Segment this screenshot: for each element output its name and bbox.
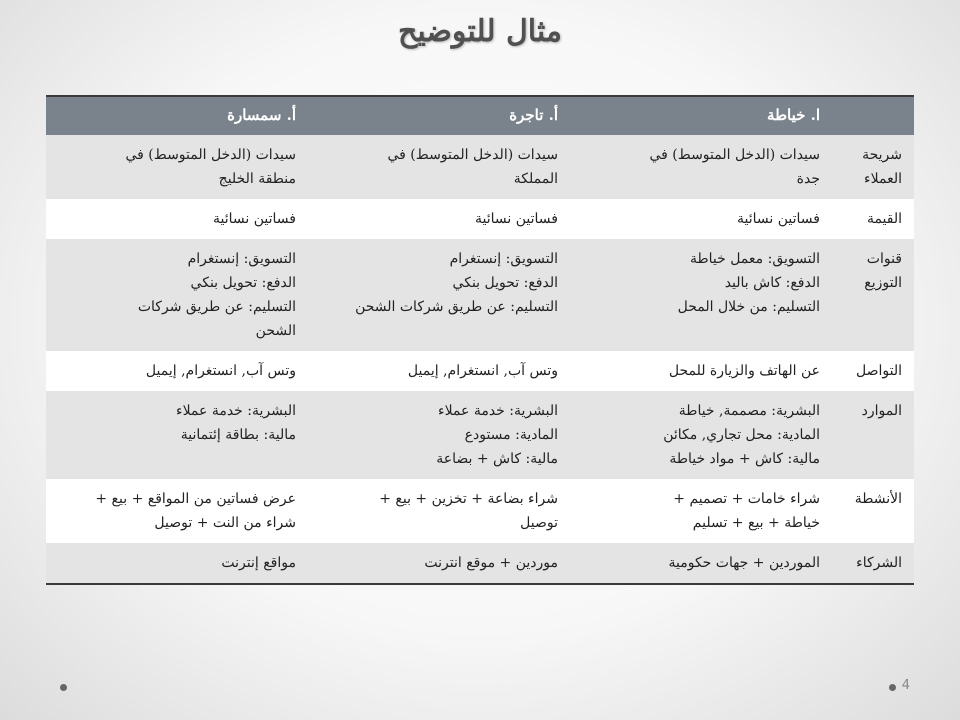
table-body — [46, 135, 914, 584]
header-cell-label — [832, 96, 914, 135]
row-label: التواصل — [832, 351, 914, 391]
cell-line: سيدات (الدخل المتوسط) في — [125, 147, 296, 163]
cell-line: عن الهاتف والزيارة للمحل — [668, 363, 820, 379]
table-row — [46, 479, 914, 543]
table-cell — [46, 391, 308, 479]
cell-line: وتس آب, انستغرام, إيميل — [407, 363, 558, 379]
table-row — [46, 543, 914, 584]
table-cell — [570, 391, 832, 479]
cell-line: موردين + موقع انترنت — [424, 555, 558, 571]
cell-line: منطقة الخليج — [218, 171, 296, 187]
table-cell — [570, 351, 832, 391]
cell-line: الدفع: تحويل بنكي — [452, 275, 558, 291]
table-cell — [308, 199, 570, 239]
cell-line: الموردين + جهات حكومية — [668, 555, 820, 571]
table-row — [46, 199, 914, 239]
table-cell — [308, 479, 570, 543]
cell-line: توصيل — [520, 515, 558, 531]
table-cell — [46, 351, 308, 391]
cell-line: شراء خامات + تصميم + — [673, 491, 820, 507]
cell-line: التسويق: معمل خياطة — [689, 251, 820, 267]
cell-line: فساتين نسائية — [213, 211, 296, 227]
cell-line: فساتين نسائية — [737, 211, 820, 227]
slide-title: مثال للتوضيح — [397, 14, 563, 49]
decorative-dot-left — [60, 684, 67, 691]
table-cell — [308, 543, 570, 584]
cell-line: المادية: محل تجاري, مكائن — [663, 427, 820, 443]
comparison-table — [46, 95, 914, 585]
table-row — [46, 351, 914, 391]
cell-line: المادية: مستودع — [464, 427, 558, 443]
cell-line: التسليم: من خلال المحل — [677, 299, 820, 315]
cell-line: المملكة — [513, 171, 558, 187]
table-cell — [308, 391, 570, 479]
cell-line: مالية: بطاقة إئتمانية — [180, 427, 296, 443]
table-cell — [308, 239, 570, 351]
cell-line: سيدات (الدخل المتوسط) في — [649, 147, 820, 163]
row-label: الموارد — [832, 391, 914, 479]
cell-line: البشرية: خدمة عملاء — [175, 403, 296, 419]
table-cell — [46, 479, 308, 543]
cell-line: البشرية: خدمة عملاء — [437, 403, 558, 419]
header-cell-broker: أ. سمسارة — [46, 96, 308, 135]
cell-line: التسويق: إنستغرام — [187, 251, 296, 267]
cell-line: مالية: كاش + بضاعة — [436, 451, 558, 467]
table-row — [46, 239, 914, 351]
cell-line: الشحن — [255, 323, 296, 339]
cell-line: التسليم: عن طريق شركات — [137, 299, 296, 315]
table-cell — [570, 199, 832, 239]
table-cell — [570, 543, 832, 584]
table-header-row — [46, 96, 914, 135]
cell-line: خياطة + بيع + تسليم — [692, 515, 820, 531]
cell-line: شراء بضاعة + تخزين + بيع + — [379, 491, 558, 507]
page-number: 4 — [901, 678, 910, 693]
cell-line: الدفع: كاش باليد — [724, 275, 820, 291]
cell-line: مواقع إنترنت — [221, 555, 296, 571]
header-cell-tailor: ا. خياطة — [570, 96, 832, 135]
cell-line: البشرية: مصممة, خياطة — [678, 403, 820, 419]
table-cell — [308, 135, 570, 199]
table-cell — [46, 239, 308, 351]
cell-line: الدفع: تحويل بنكي — [190, 275, 296, 291]
table-cell — [570, 479, 832, 543]
row-label: شريحة العملاء — [832, 135, 914, 199]
cell-line: التسويق: إنستغرام — [449, 251, 558, 267]
table-cell — [570, 135, 832, 199]
table-cell — [570, 239, 832, 351]
row-label: القيمة — [832, 199, 914, 239]
table-row — [46, 391, 914, 479]
cell-line: التسليم: عن طريق شركات الشحن — [355, 299, 558, 315]
row-label: الأنشطة — [832, 479, 914, 543]
row-label: الشركاء — [832, 543, 914, 584]
table-cell — [46, 135, 308, 199]
table-cell — [308, 351, 570, 391]
row-label: قنوات التوزيع — [832, 239, 914, 351]
cell-line: مالية: كاش + مواد خياطة — [669, 451, 820, 467]
cell-line: وتس آب, انستغرام, إيميل — [145, 363, 296, 379]
cell-line: فساتين نسائية — [475, 211, 558, 227]
cell-line: عرض فساتين من المواقع + بيع + — [95, 491, 296, 507]
table-row — [46, 135, 914, 199]
table-cell — [46, 543, 308, 584]
decorative-dot-right — [889, 684, 896, 691]
table-cell — [46, 199, 308, 239]
cell-line: شراء من النت + توصيل — [154, 515, 296, 531]
cell-line: جدة — [796, 171, 820, 187]
cell-line: سيدات (الدخل المتوسط) في — [387, 147, 558, 163]
header-cell-merchant: أ. تاجرة — [308, 96, 570, 135]
